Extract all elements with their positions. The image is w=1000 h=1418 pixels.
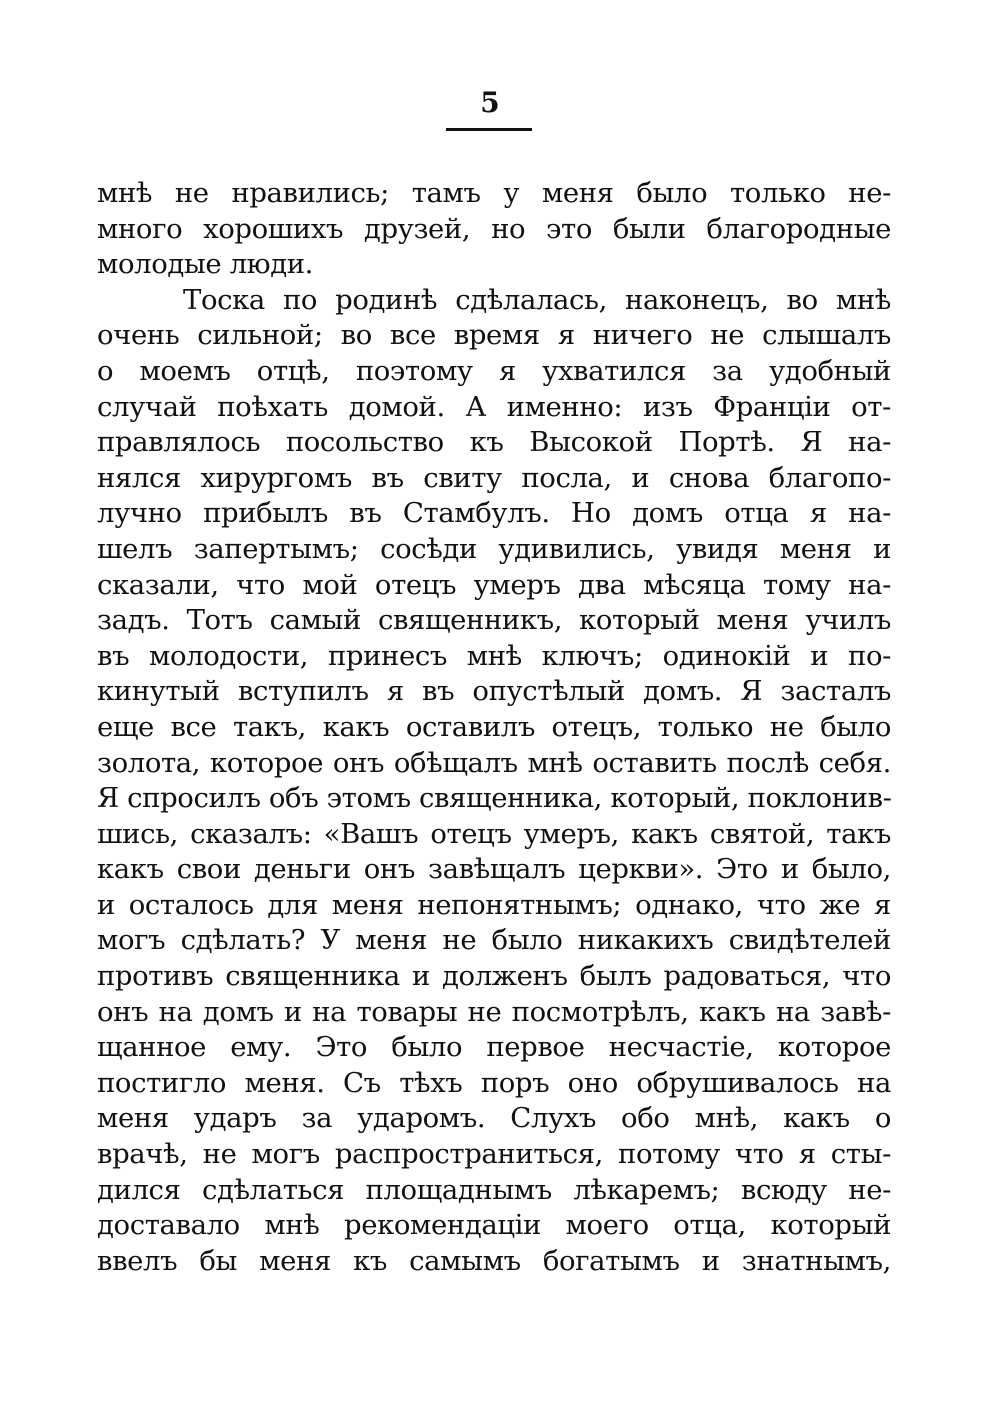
text-line: еще все такъ, какъ оставилъ отецъ, только не было	[97, 710, 891, 743]
page-number-rule	[446, 128, 532, 131]
page-body-text	[97, 176, 891, 1279]
text-line: и осталось для меня непонятнымъ; однако, что же я	[97, 888, 891, 921]
text-line: много хорошихъ друзей, но это были благородные	[97, 212, 891, 245]
text-line: доставало мнѣ рекомендаціи моего отца, который	[97, 1209, 891, 1242]
text-line: противъ священника и долженъ былъ радоваться, что	[97, 960, 891, 993]
text-line: могъ сдѣлать? У меня не было никакихъ свидѣтелей	[97, 924, 891, 957]
text-line: случай поѣхать домой. А именно: изъ Франціи от-	[97, 390, 891, 423]
text-line: щанное ему. Это было первое несчастіе, которое	[97, 1031, 891, 1064]
text-line: правлялось посольство къ Высокой Портѣ. Я на-	[97, 426, 891, 459]
page-number: 5	[480, 86, 500, 119]
text-line: онъ на домъ и на товары не посмотрѣлъ, какъ на завѣ-	[97, 995, 891, 1028]
text-line: дился сдѣлаться площаднымъ лѣкаремъ; всюду не-	[97, 1173, 891, 1206]
text-line: какъ свои деньги онъ завѣщалъ церкви». Это и было,	[97, 853, 891, 886]
text-line: шелъ запертымъ; сосѣди удивились, увидя меня и	[97, 532, 891, 565]
text-line: ввелъ бы меня къ самымъ богатымъ и знатнымъ,	[97, 1244, 891, 1277]
text-line: Я спросилъ объ этомъ священника, который, поклонив-	[97, 782, 892, 815]
text-line: о моемъ отцѣ, поэтому я ухватился за удобный	[97, 354, 891, 387]
text-line: нялся хирургомъ въ свиту посла, и снова благопо-	[97, 461, 891, 494]
text-line: молодые люди.	[97, 248, 314, 281]
text-line: задъ. Тотъ самый священникъ, который меня училъ	[97, 604, 891, 637]
text-line: кинутый вступилъ я въ опустѣлый домъ. Я засталъ	[97, 675, 891, 708]
text-line: постигло меня. Съ тѣхъ поръ оно обрушивалось на	[97, 1066, 891, 1099]
text-line: меня ударъ за ударомъ. Слухъ обо мнѣ, какъ о	[97, 1102, 891, 1135]
text-line: шись, сказалъ: «Вашъ отецъ умеръ, какъ святой, такъ	[97, 817, 891, 850]
text-line: Тоска по родинѣ сдѣлалась, наконецъ, во мнѣ	[183, 283, 891, 316]
text-line: очень сильной; во все время я ничего не слышалъ	[97, 319, 891, 352]
text-line: лучно прибылъ въ Стамбулъ. Но домъ отца я на-	[97, 497, 891, 530]
text-line: золота, которое онъ обѣщалъ мнѣ оставить послѣ себя.	[97, 746, 891, 779]
text-line: врачѣ, не могъ распространиться, потому что я сты-	[97, 1138, 891, 1171]
text-line: въ молодости, принесъ мнѣ ключъ; одинокій и по-	[97, 639, 891, 672]
text-line: сказали, что мой отецъ умеръ два мѣсяца тому на-	[97, 568, 891, 601]
text-line: мнѣ не нравились; тамъ у меня было только не-	[97, 177, 891, 209]
